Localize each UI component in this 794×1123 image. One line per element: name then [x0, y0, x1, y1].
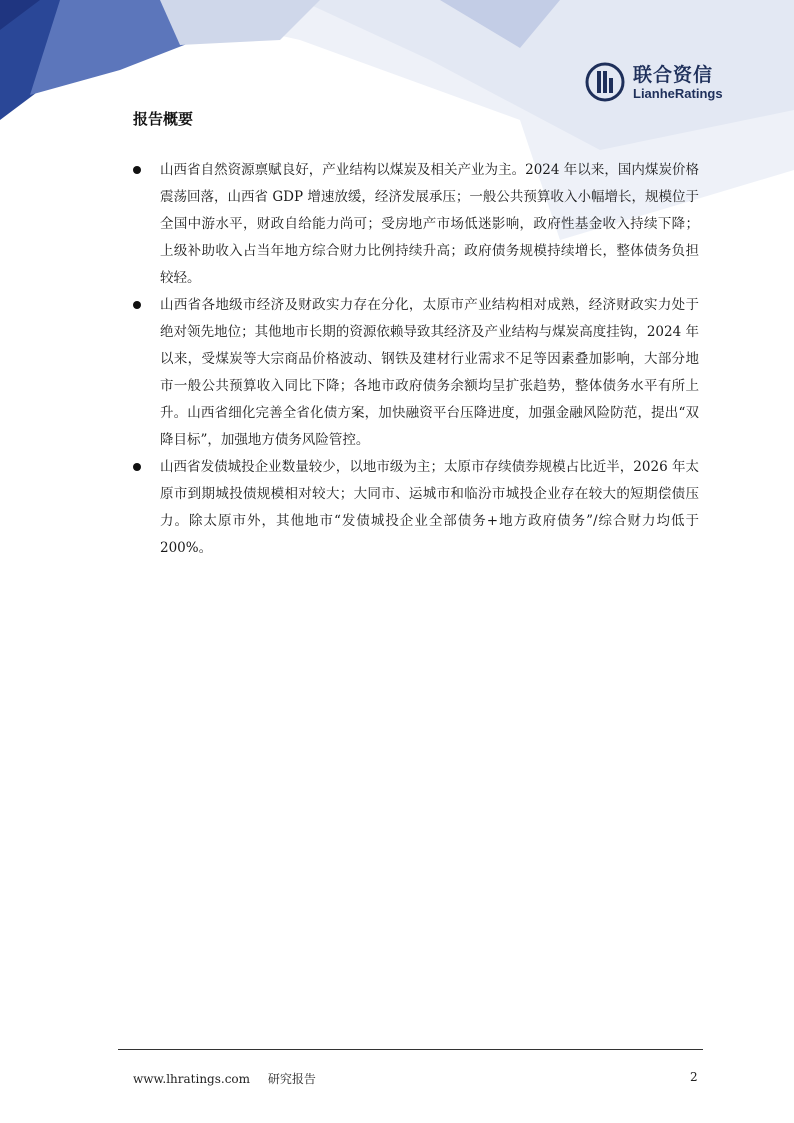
bullet-icon — [133, 166, 141, 174]
footer-info — [133, 1070, 330, 1087]
summary-item-text: 山西省发债城投企业数量较少，以地市级为主；太原市存续债券规模占比近半，2026 年太原市到期城投债规模相对较大；大同市、运城市和临汾市城投企业存在较大的短期偿债压力。除太原市外，其他地市“发债城投企业全部债务+地方政府债务”/综合财力均低于 200%。 — [160, 459, 699, 556]
footer-doc-type: 研究报告 — [267, 1072, 316, 1086]
summary-list — [133, 157, 699, 562]
summary-item-text: 山西省自然资源禀赋良好，产业结构以煤炭及相关产业为主。2024 年以来，国内煤炭价格震荡回落，山西省 GDP 增速放缓，经济发展承压；一般公共预算收入小幅增长，规模位于全国中游水平，财政自给能力尚可；受房地产市场低迷影响，政府性基金收入持续下降；上级补助收入占当年地方综合财力比例持续升高；政府债务规模持续增长，整体债务负担较轻。 — [160, 162, 699, 286]
summary-item — [133, 157, 699, 292]
logo-chinese-name: 联合资信 — [633, 63, 714, 86]
footer-divider — [118, 1049, 703, 1050]
lianhe-logo-icon — [585, 62, 625, 102]
summary-item — [133, 454, 699, 562]
logo-english-name: LianheRatings — [633, 85, 723, 101]
footer-website-link[interactable]: www.lhratings.com — [133, 1072, 251, 1086]
page-number: 2 — [690, 1070, 698, 1084]
summary-item-text: 山西省各地级市经济及财政实力存在分化，太原市产业结构相对成熟，经济财政实力处于绝对领先地位；其他地市长期的资源依赖导致其经济及产业结构与煤炭高度挂钩，2024 年以来，受煤炭等大宗商品价格波动、钢铁及建材行业需求不足等因素叠加影响，大部分地市一般公共预算收入同比下降；各地市政府债务余额均呈扩张趋势，整体债务水平有所上升。山西省细化完善全省化债方案，加快融资平台压降进度，加强金融风险防范，提出“双降目标”，加强地方债务风险管控。 — [160, 297, 699, 448]
brand-logo — [585, 60, 723, 104]
summary-item — [133, 292, 699, 454]
bullet-icon — [133, 463, 141, 471]
bullet-icon — [133, 301, 141, 309]
section-title: 报告概要 — [133, 110, 194, 128]
